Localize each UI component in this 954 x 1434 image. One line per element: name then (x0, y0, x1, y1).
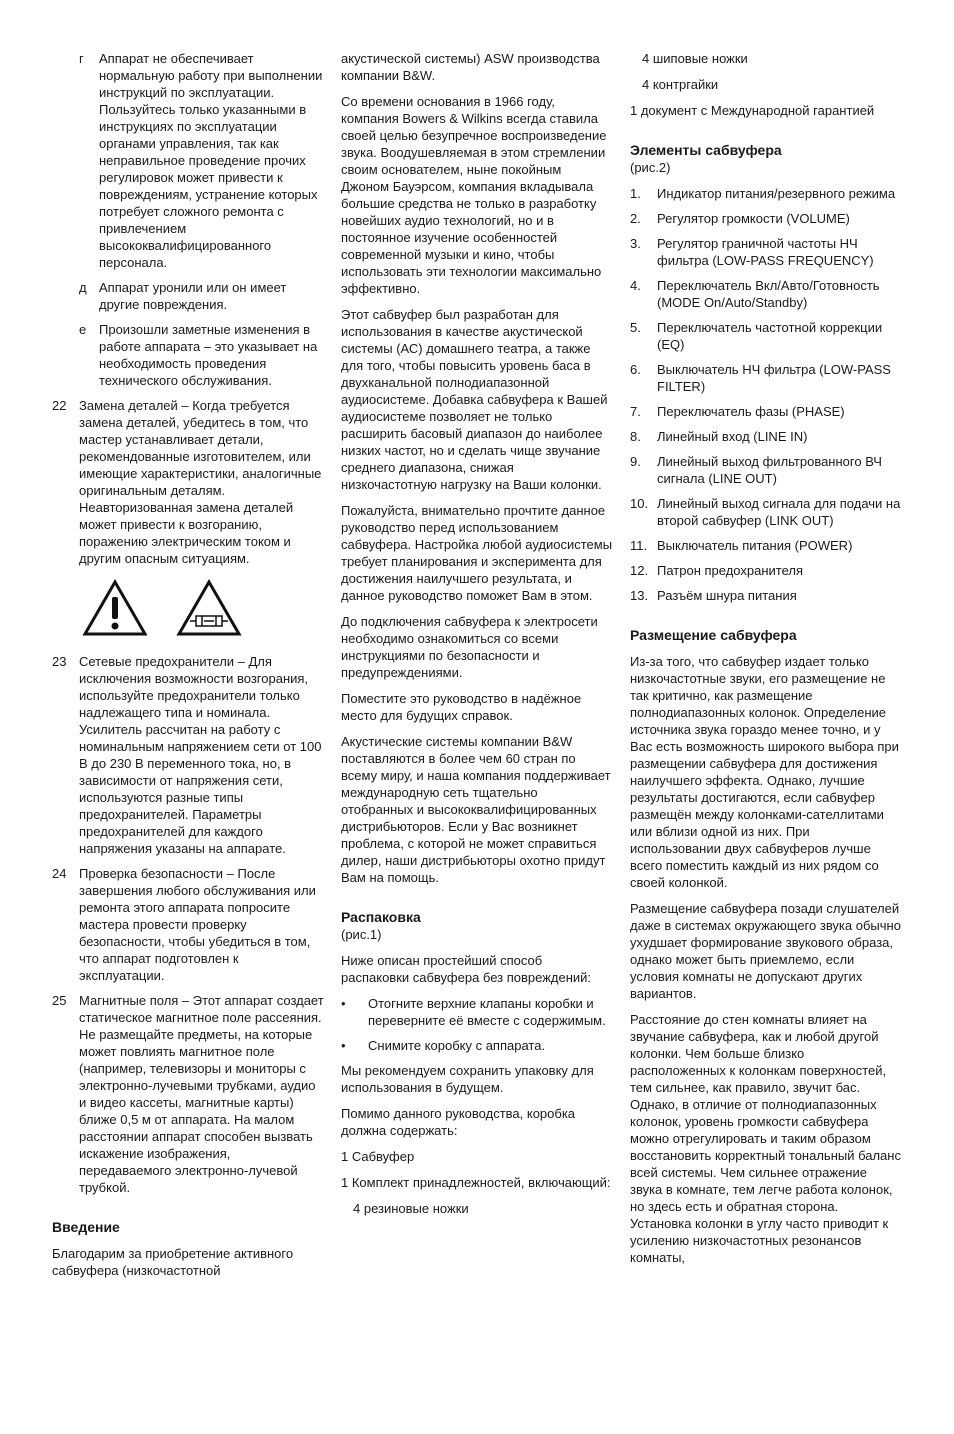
accessory-item: 4 контргайки (642, 77, 719, 92)
list-item (341, 1037, 613, 1054)
paragraph: Со времени основания в 1966 году, компания Bowers & Wilkins всегда ставила своей целью безупречное воспроизведение звука. Воодушевляемая в этом стремлении своим основателем, ныне покойным Джоном Бауэрсом, компания вкладывала большие средства не только в разработку новейших аудио технологий, но и в постоянное изучение особенностей современной музыки и кино, чтобы использовать эти технологии максимально эффективно. (341, 94, 607, 296)
element-item (630, 403, 902, 420)
list-marker: е (79, 322, 87, 337)
element-number: 10. (630, 496, 649, 511)
list-text: Аппарат уронили или он имеет другие повреждения. (99, 280, 287, 312)
intro-text: Благодарим за приобретение активного сабвуфера (низкочастотной (52, 1246, 294, 1278)
list-marker: г (79, 51, 84, 66)
list-item (52, 321, 324, 389)
list-item (341, 995, 613, 1029)
list-text: Отогните верхние клапаны коробки и переверните её вместе с содержимым. (368, 996, 606, 1028)
unpack-intro: Ниже описан простейший способ распаковки сабвуфера без повреждений: (341, 953, 592, 985)
element-text: Выключатель НЧ фильтра (LOW-PASS FILTER) (657, 362, 891, 394)
list-item (52, 50, 324, 271)
element-number: 1. (630, 186, 641, 201)
element-number: 11. (630, 538, 648, 553)
element-number: 13. (630, 588, 649, 603)
bullet-marker: • (341, 1038, 346, 1053)
contents-item: 1 Сабвуфер (341, 1149, 415, 1164)
list-text: Аппарат не обеспечивает нормальную работу при выполнении инструкций по эксплуатации. Пользуйтесь только указанными в инструкциях по эксплуатации органами управления, так как неправильное проведение прочих регулировок может привести к повреждениям, устранение которых потребует сложного ремонта с привлечением высококвалифицированного персонала. (99, 51, 323, 270)
element-text: Переключатель Вкл/Авто/Готовность (MODE On/Auto/Standby) (657, 278, 880, 310)
warning-symbols (82, 579, 324, 637)
element-number: 5. (630, 320, 641, 335)
element-item (630, 587, 902, 604)
element-item (630, 453, 902, 487)
intro-heading: Введение (52, 1219, 120, 1235)
element-number: 9. (630, 454, 641, 469)
element-item (630, 537, 902, 554)
paragraph: Поместите это руководство в надёжное место для будущих справок. (341, 691, 582, 723)
element-item (630, 185, 902, 202)
element-text: Переключатель фазы (PHASE) (657, 404, 845, 419)
paragraph: Из-за того, что сабвуфер издает только низкочастотные звуки, его размещение не так критично, как размещение полнодиапазонных колонок. Определение источника звука гораздо менее точно, и у Вас есть возможность широкого выбора при размещении сабвуфера для достижения наилучшего эффекта. Однако, лучшие результаты достигаются, если сабвуфер размещён между колонками-сателлитами или вблизи одной из них. При использовании двух сабвуферов лучше всего поместить каждый из них рядом со своей колонкой. (630, 654, 899, 890)
list-text: Сетевые предохранители – Для исключения возможности возгорания, используйте предохранители только надлежащего типа и номинала. Усилитель рассчитан на работу с номинальным напряжением сети от 100 В до 230 В переменного тока, но, в зависимости от напряжения сети, используются разные типы предохранителей. Параметры предохранителей для каждого напряжения указаны на аппарате. (79, 654, 322, 856)
paragraph: акустической системы) ASW производства компании B&W. (341, 51, 600, 83)
list-text: Магнитные поля – Этот аппарат создает статическое магнитное поле рассеяния. Не размещайте предметы, на которые может повлиять магнитное поле (например, телевизоры и мониторы с электронно-лучевыми трубками, аудио и видео кассеты, магнитные карты) ближе 0,5 м от аппарата. На малом расстоянии аппарат способен вызвать искажение изображения, передаваемого электронно-лучевой трубкой. (79, 993, 324, 1195)
list-text: Снимите коробку с аппарата. (368, 1038, 546, 1053)
list-text: Замена деталей – Когда требуется замена деталей, убедитесь в том, что мастер устанавливает детали, рекомендованные изготовителем, или имеющие характеристики, аналогичные оригинальным деталям. Неавторизованная замена деталей может привести к возгоранию, поражению электрическим током и другим опасным ситуациям. (79, 398, 322, 566)
element-number: 7. (630, 404, 641, 419)
element-item (630, 495, 902, 529)
element-text: Индикатор питания/резервного режима (657, 186, 896, 201)
contents-item: 1 Комплект принадлежностей, включающий: (341, 1175, 611, 1190)
element-text: Переключатель частотной коррекции (EQ) (657, 320, 883, 352)
element-number: 12. (630, 563, 649, 578)
element-number: 8. (630, 429, 641, 444)
elements-figure-ref: (рис.2) (630, 160, 671, 175)
element-text: Линейный выход сигнала для подачи на второй сабвуфер (LINK OUT) (657, 496, 901, 528)
list-marker: д (79, 280, 87, 295)
exclamation-warning-icon (82, 579, 148, 637)
element-number: 3. (630, 236, 641, 251)
element-item (630, 277, 902, 311)
placement-heading: Размещение сабвуфера (630, 627, 797, 643)
accessory-item: 4 шиповые ножки (642, 51, 748, 66)
column-2 (341, 50, 613, 1226)
element-item (630, 562, 902, 579)
bullet-marker: • (341, 996, 346, 1011)
list-item (52, 865, 324, 984)
contents-intro: Помимо данного руководства, коробка должна содержать: (341, 1106, 576, 1138)
element-item (630, 428, 902, 445)
accessory-item: 4 резиновые ножки (353, 1201, 469, 1216)
element-number: 2. (630, 211, 641, 226)
element-text: Линейный выход фильтрованного ВЧ сигнала (LINE OUT) (657, 454, 882, 486)
element-text: Патрон предохранителя (657, 563, 804, 578)
paragraph: Этот сабвуфер был разработан для использования в качестве акустической системы (АС) домашнего театра, а также для того, чтобы повысить уровень баса в двухканальной полнодиапазонной аудиосистеме. Добавка сабвуфера к Вашей аудиосистеме позволяет не только расширить басовый диапазон до наиболее низких частот, но и сделать чище звучание среднего диапазона, снижая низкочастотную нагрузку на Ваши колонки. (341, 307, 608, 492)
elements-heading: Элементы сабвуфера (630, 142, 782, 158)
contents-item: 1 документ с Международной гарантией (630, 103, 875, 118)
element-number: 6. (630, 362, 641, 377)
element-item (630, 210, 902, 227)
fuse-warning-icon (176, 579, 242, 637)
recommend-text: Мы рекомендуем сохранить упаковку для использования в будущем. (341, 1063, 594, 1095)
element-item (630, 235, 902, 269)
element-item (630, 319, 902, 353)
paragraph: Расстояние до стен комнаты влияет на звучание сабвуфера, как и любой другой колонки. Чем больше близко расположенных к колонкам поверхностей, тем сильнее, как правило, звучит бас. Однако, в отличие от полнодиапазонных колонок, уровень громкости сабвуфера можно отрегулировать и таким образом восстановить корректный тональный баланс всей системы. Чем сильнее отражение звука в комнате, тем легче работа колонок, но здесь есть и обратная сторона. Установка колонки в углу часто приводит к усилению низкочастотных резонансов комнаты, (630, 1012, 901, 1265)
list-marker: 25 (52, 993, 67, 1008)
column-3 (630, 50, 902, 1275)
list-item (52, 397, 324, 567)
list-item (52, 653, 324, 857)
element-text: Регулятор громкости (VOLUME) (657, 211, 850, 226)
element-text: Выключатель питания (POWER) (657, 538, 853, 553)
list-text: Проверка безопасности – После завершения любого обслуживания или ремонта этого аппарата попросите мастера провести проверку безопасности, чтобы убедиться в том, что аппарат подготовлен к эксплуатации. (79, 866, 316, 983)
element-number: 4. (630, 278, 641, 293)
element-text: Разъём шнура питания (657, 588, 797, 603)
paragraph: Размещение сабвуфера позади слушателей даже в системах окружающего звука обычно ухудшает формирование звукового образа, однако может быть приемлемо, если условия комнаты не допускают других вариантов. (630, 901, 901, 1001)
element-text: Регулятор граничной частоты НЧ фильтра (LOW-PASS FREQUENCY) (657, 236, 874, 268)
paragraph: Пожалуйста, внимательно прочтите данное руководство перед использованием сабвуфера. Настройка любой аудиосистемы требует планирования и эксперимента для достижения наилучшего результата, и данное руководство поможет Вам в этом. (341, 503, 613, 603)
elements-list (630, 185, 902, 604)
column-1 (52, 50, 324, 1288)
paragraph: До подключения сабвуфера к электросети необходимо ознакомиться со всеми инструкциями по безопасности и предупреждениями. (341, 614, 598, 680)
list-marker: 24 (52, 866, 67, 881)
element-text: Линейный вход (LINE IN) (657, 429, 808, 444)
list-marker: 22 (52, 398, 67, 413)
unpack-figure-ref: (рис.1) (341, 927, 382, 942)
list-marker: 23 (52, 654, 67, 669)
list-text: Произошли заметные изменения в работе аппарата – это указывает на необходимость проведения технического обслуживания. (99, 322, 318, 388)
unpack-heading: Распаковка (341, 909, 421, 925)
element-item (630, 361, 902, 395)
paragraph: Акустические системы компании B&W поставляются в более чем 60 стран по всему миру, и наша компания поддерживает международную сеть тщательно отобранных и высококвалифицированных дистрибьюторов. Если у Вас возникнет проблема, с которой не может справиться дилер, наши дистрибьюторы охотно придут Вам на помощь. (341, 734, 611, 885)
list-item (52, 279, 324, 313)
list-item (52, 992, 324, 1196)
